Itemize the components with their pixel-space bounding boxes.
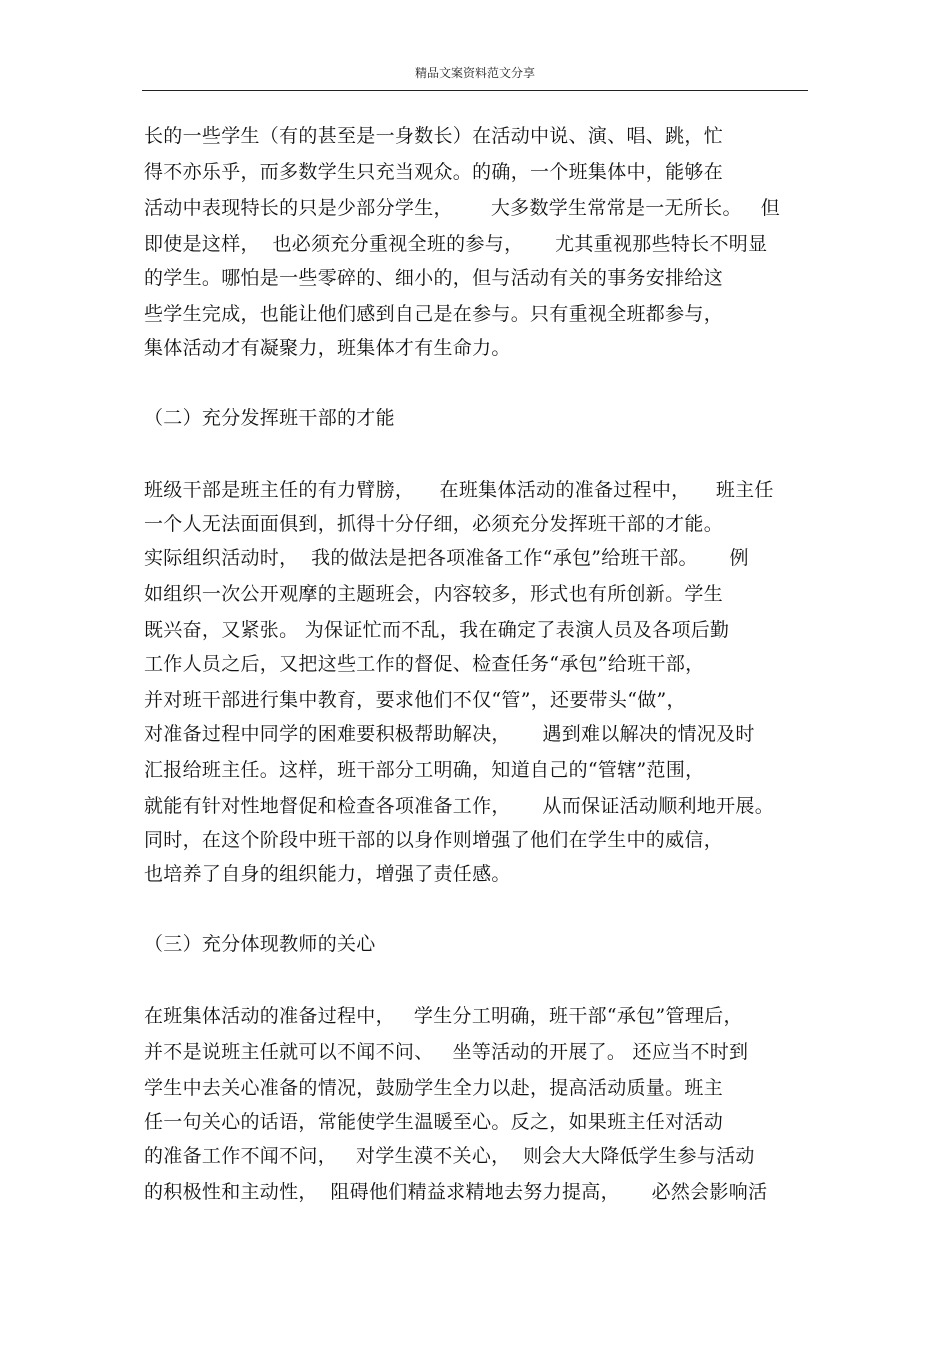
page-header: 精品文案资料范文分享 [414,66,535,80]
paragraph-line: 任一句关心的话语，常能使学生温暖至心。反之，如果班主任对活动 [144,1111,724,1133]
paragraph-line: 长的一些学生（有的甚至是一身数长）在活动中说、演、唱、跳，忙 [144,125,724,147]
paragraph-line: 汇报给班主任。这样，班干部分工明确，知道自己的“管辖”范围， [144,759,705,781]
paragraph-line: 对准备过程中同学的困难要积极帮助解决， 遇到难以解决的情况及时 [144,723,755,745]
paragraph-line: 活动中表现特长的只是少部分学生， 大多数学生常常是一无所长。 但 [144,197,781,219]
paragraph-line: 在班集体活动的准备过程中， 学生分工明确，班干部“承包”管理后， [144,1005,743,1027]
paragraph-line: 得不亦乐乎，而多数学生只充当观众。的确，一个班集体中，能够在 [144,161,724,183]
paragraph-line: 如组织一次公开观摩的主题班会，内容较多，形式也有所创新。学生 [144,583,724,605]
paragraph-line: 既兴奋，又紧张。 为保证忙而不乱，我在确定了表演人员及各项后勤 [144,619,730,641]
paragraph-line: 一个人无法面面俱到，抓得十分仔细，必须充分发挥班干部的才能。 [144,513,724,535]
paragraph-line: 实际组织活动时， 我的做法是把各项准备工作“承包”给班干部。 例 [144,547,749,569]
paragraph-line: 即使是这样， 也必须充分重视全班的参与， 尤其重视那些特长不明显 [144,233,768,255]
section-heading: （二）充分发挥班干部的才能 [144,407,395,429]
paragraph-line: 并不是说班主任就可以不闻不问、 坐等活动的开展了。 还应当不时到 [144,1041,749,1063]
paragraph-line: 些学生完成，也能让他们感到自己是在参与。只有重视全班都参与， [144,303,724,325]
paragraph-line: 的学生。哪怕是一些零碎的、细小的，但与活动有关的事务安排给这 [144,267,724,289]
paragraph-line: 同时，在这个阶段中班干部的以身作则增强了他们在学生中的威信， [144,829,724,851]
paragraph-line: 并对班干部进行集中教育，要求他们不仅“管”，还要带头“做”， [144,689,686,711]
paragraph-line: 的积极性和主动性， 阻碍他们精益求精地去努力提高， 必然会影响活 [144,1181,768,1203]
paragraph-line: 班级干部是班主任的有力臂膀， 在班集体活动的准备过程中， 班主任 [144,479,774,501]
paragraph-line: 学生中去关心准备的情况，鼓励学生全力以赴，提高活动质量。班主 [144,1077,724,1099]
paragraph-line: 的准备工作不闻不问， 对学生漠不关心， 则会大大降低学生参与活动 [144,1145,755,1167]
paragraph-line: 集体活动才有凝聚力，班集体才有生命力。 [144,337,511,359]
paragraph-line: 就能有针对性地督促和检查各项准备工作， 从而保证活动顺利地开展。 [144,795,774,817]
paragraph-line: 工作人员之后，又把这些工作的督促、检查任务“承包”给班干部， [144,653,705,675]
header-divider [142,90,808,91]
paragraph-line: 也培养了自身的组织能力，增强了责任感。 [144,863,511,885]
section-heading: （三）充分体现教师的关心 [144,933,376,955]
